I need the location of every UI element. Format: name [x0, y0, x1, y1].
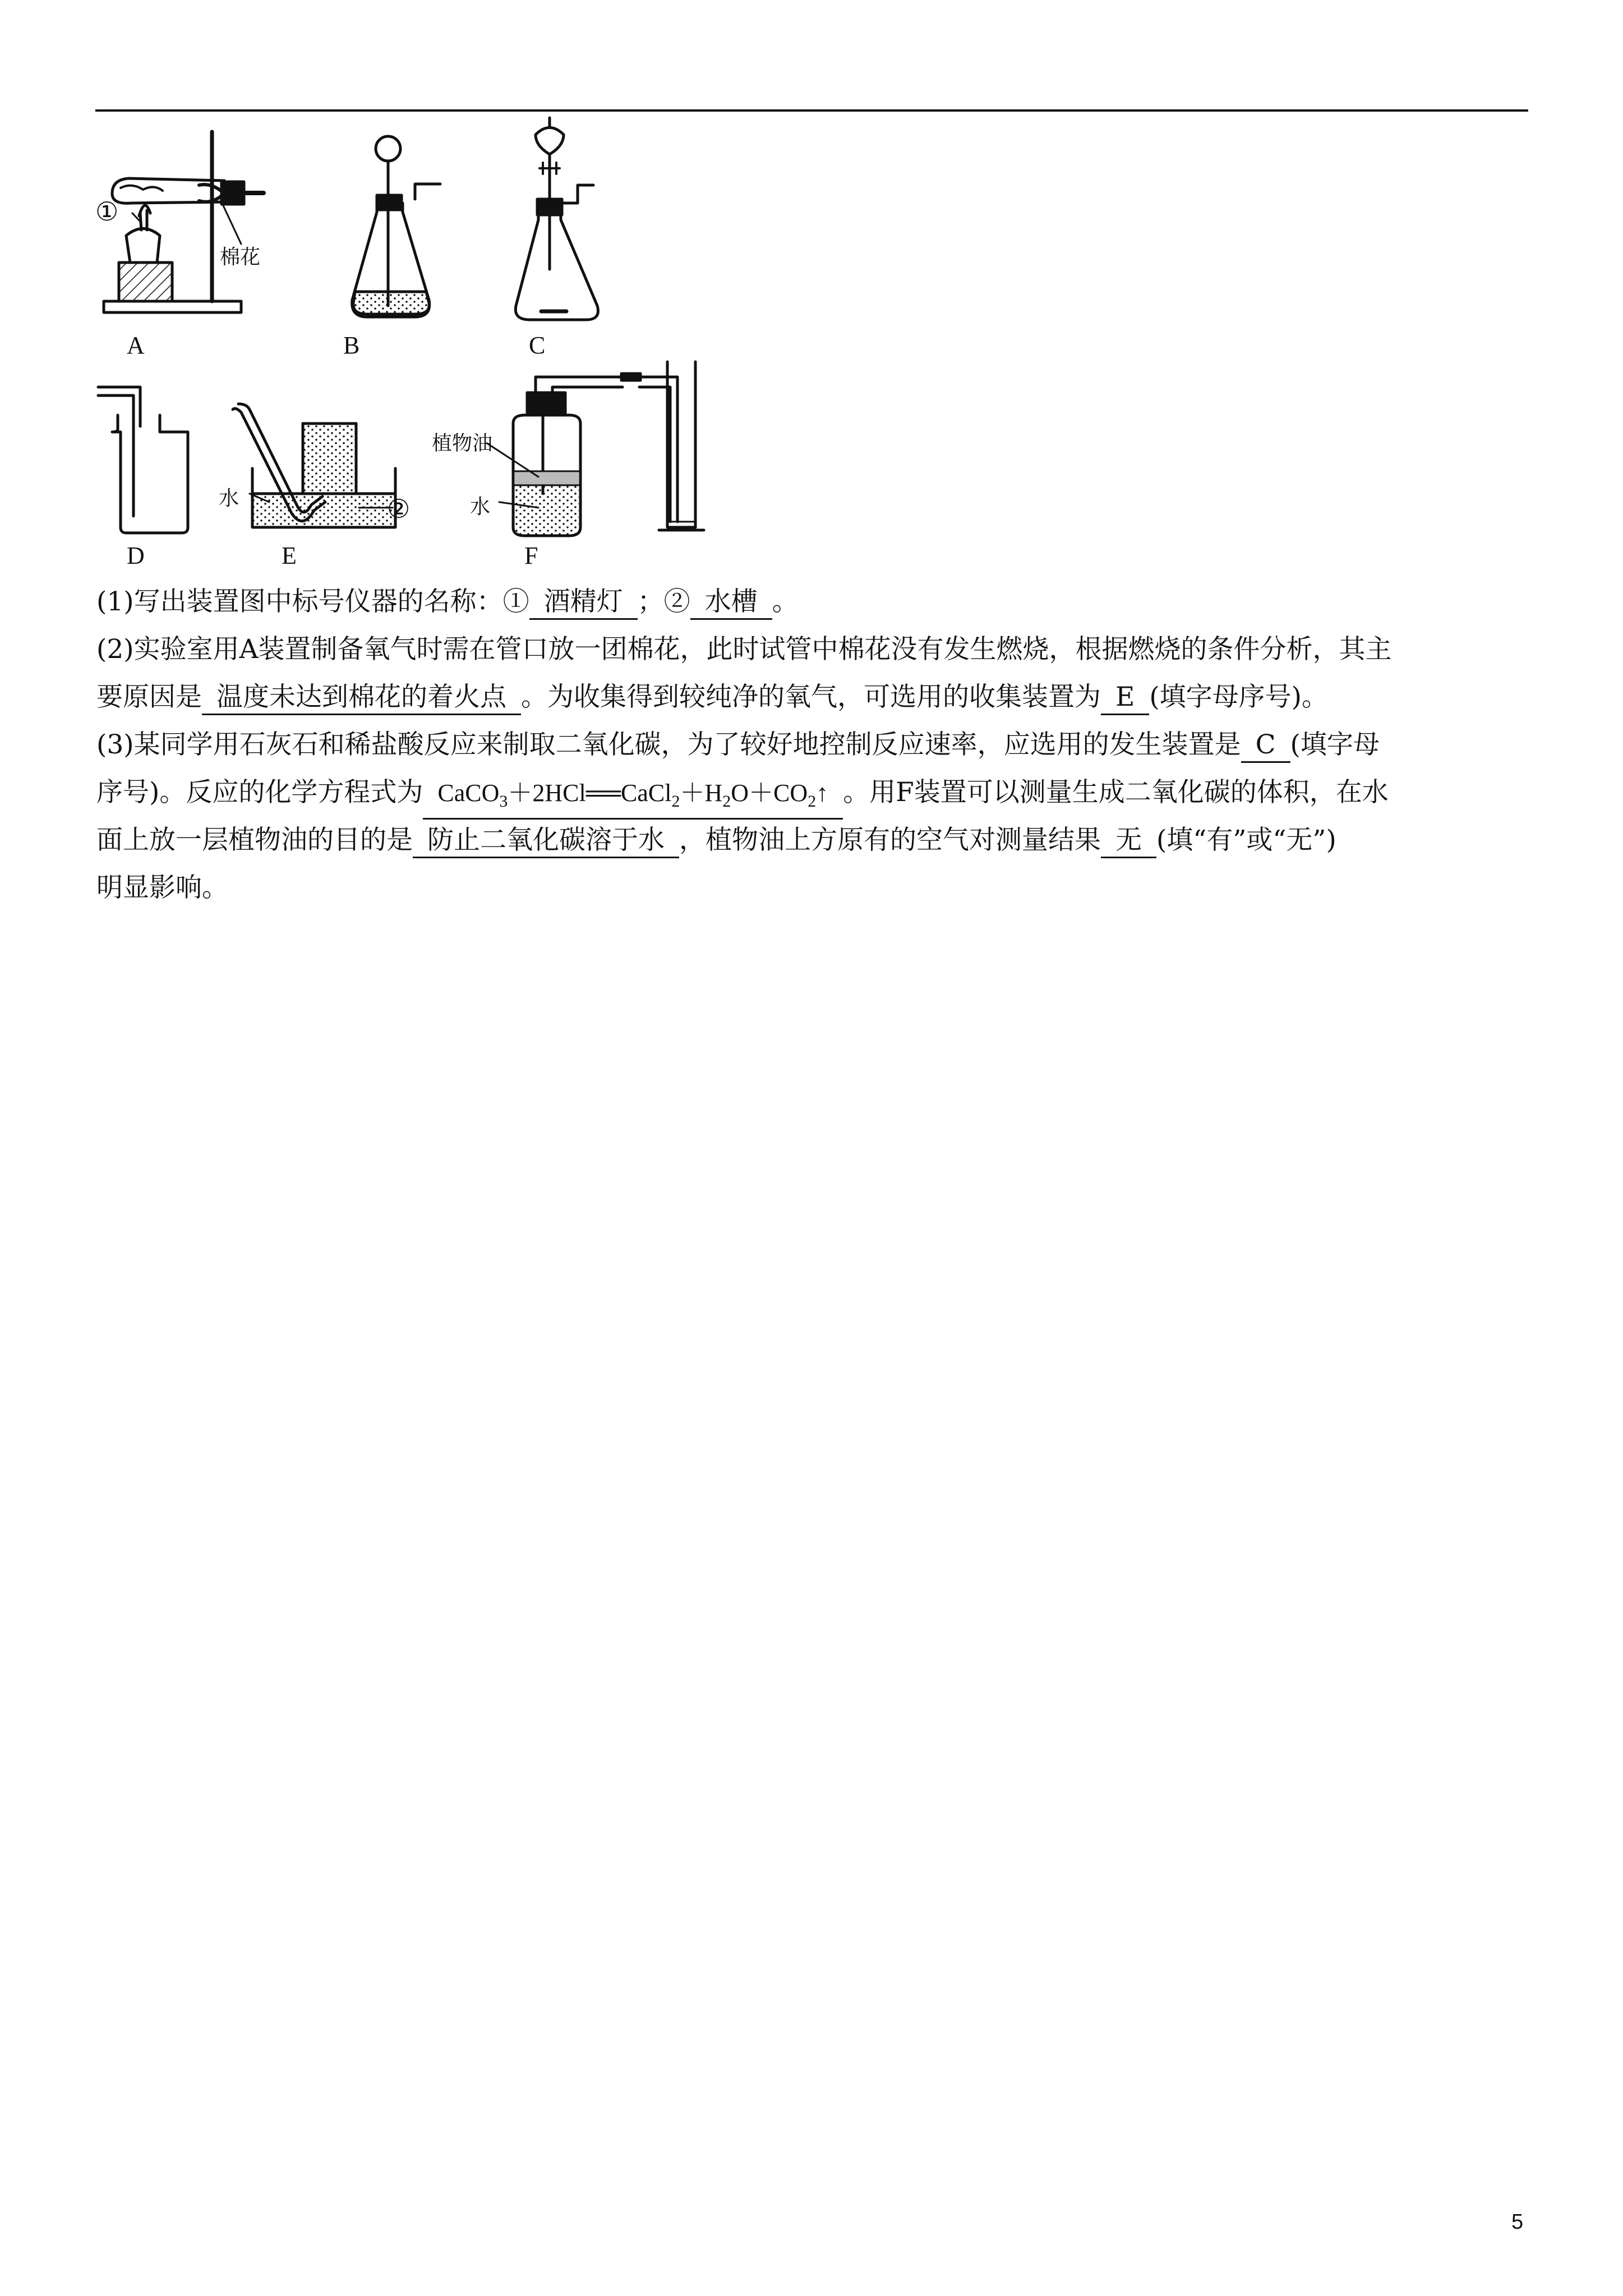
marker-1: ①	[95, 197, 119, 226]
answer-2-1: 温度未达到棉花的着火点	[202, 681, 521, 715]
apparatus-d	[98, 387, 188, 533]
apparatus-f	[513, 362, 704, 536]
apparatus-e	[233, 404, 395, 527]
question-3-line-3: 面上放一层植物油的目的是 防止二氧化碳溶于水 ，植物油上方原有的空气对测量结果 无 (填“有”或“无”)	[96, 816, 1532, 864]
answer-3-3: 无	[1101, 824, 1156, 858]
answer-3-1: C	[1241, 729, 1290, 763]
page-number: 5	[1511, 2210, 1524, 2234]
marker-2: ②	[387, 495, 411, 523]
answer-1-1: 酒精灯	[529, 586, 638, 620]
water-label-e: 水	[219, 487, 239, 510]
question-3-line-2: 序号)。反应的化学方程式为 $CaCO_3+2HCl══CaCl_2+H_2O+CO_2↑$ 。用F装置可以测量生成二氧化碳的体积，在水	[96, 769, 1532, 820]
oil-label: 植物油	[432, 432, 493, 455]
question-3-line-1: (3)某同学用石灰石和稀盐酸反应来制取二氧化碳，为了较好地控制反应速率，应选用的发生装置是 C (填字母	[96, 721, 1532, 769]
question-3-line-4: 明显影响。	[96, 872, 228, 903]
label-b: B	[343, 332, 360, 359]
question-2-line-1: (2)实验室用A装置制备氧气时需在管口放一团棉花，此时试管中棉花没有发生燃烧，根据燃烧的条件分析，其主	[96, 634, 1392, 665]
lab-apparatus-figure	[0, 0, 1623, 595]
chemical-equation: $CaCO_3+2HCl══CaCl_2+H_2O+CO_2↑$	[423, 777, 843, 820]
label-c: C	[529, 332, 546, 359]
apparatus-a	[104, 132, 264, 312]
question-2-line-2: 要原因是 温度未达到棉花的着火点 。为收集得到较纯净的氧气，可选用的收集装置为 E (填字母序号)。	[96, 673, 1532, 721]
label-e: E	[282, 542, 297, 569]
apparatus-c	[515, 118, 598, 320]
label-a: A	[127, 332, 145, 359]
question-1: (1)写出装置图中标号仪器的名称：① 酒精灯 ；② 水槽 。	[96, 578, 1532, 625]
apparatus-b	[352, 136, 440, 317]
label-f: F	[524, 542, 538, 569]
answer-2-2: E	[1101, 681, 1149, 715]
answer-1-2: 水槽	[690, 586, 772, 620]
answer-3-2: 防止二氧化碳溶于水	[413, 824, 679, 858]
label-d: D	[127, 542, 145, 569]
cotton-label: 棉花	[220, 246, 261, 269]
water-label-f: 水	[470, 495, 491, 518]
